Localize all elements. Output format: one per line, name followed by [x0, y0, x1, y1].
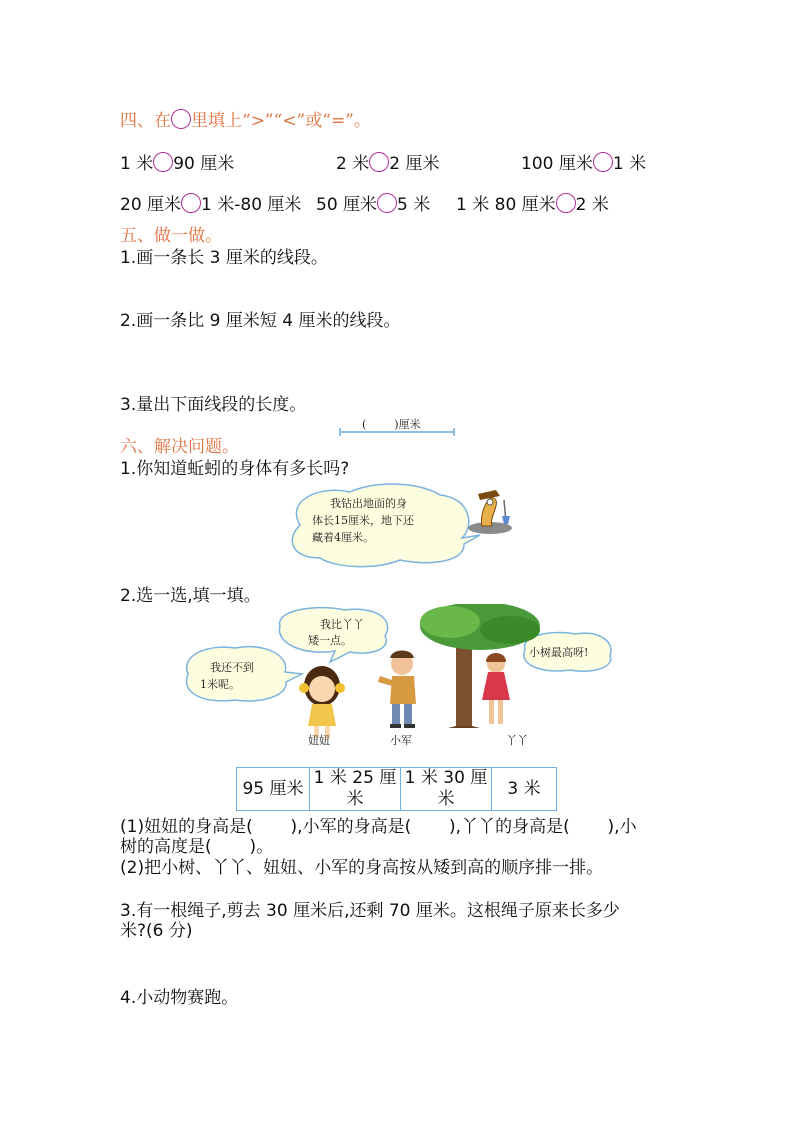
compare-item-5	[316, 190, 430, 215]
question-5-3: 3.量出下面线段的长度。	[120, 395, 307, 415]
label-boy: 小军	[390, 734, 412, 747]
compare-left: 20 厘米	[120, 195, 182, 215]
bubble-line: 1米呢。	[200, 678, 240, 691]
section-6-title: 六、解决问题。	[120, 437, 239, 457]
compare-right: 1 米	[612, 154, 647, 174]
section-4-title	[120, 106, 371, 131]
compare-right: 1 米-80 厘米	[201, 195, 302, 215]
question-5-1: 1.画一条长 3 厘米的线段。	[120, 248, 328, 268]
section-4-title-post: 里填上“>”“<”或“=”。	[191, 111, 371, 131]
question-6-2-1-line1: (1)妞妞的身高是( ),小军的身高是( ),丫丫的身高是( ),小	[120, 817, 637, 837]
paren-open: (	[362, 418, 367, 431]
bubble-line: 矮一点。	[308, 634, 352, 647]
yaya-bubble-text: 小树最高呀!	[529, 646, 589, 659]
circle-icon	[171, 109, 191, 129]
bubble-line: 我还不到	[210, 661, 254, 674]
compare-left: 50 厘米	[316, 195, 378, 215]
compare-right: 2 厘米	[389, 154, 440, 174]
bubble-line: 体长15厘米，地下还	[312, 514, 414, 527]
compare-left: 1 米 80 厘米	[456, 195, 556, 215]
compare-left: 100 厘米	[521, 154, 593, 174]
question-6-4: 4.小动物赛跑。	[120, 988, 239, 1008]
section-4-title-pre: 四、在	[120, 111, 171, 131]
option-cell: 1 米 25 厘米	[310, 768, 401, 811]
compare-right: 90 厘米	[173, 154, 235, 174]
boy-bubble-text	[308, 617, 364, 649]
option-cell: 3 米	[492, 768, 557, 811]
compare-item-4	[120, 190, 301, 215]
section-5-title: 五、做一做。	[120, 226, 222, 246]
girl-bubble-text	[200, 659, 254, 693]
worm-icon	[466, 486, 514, 536]
compare-circle[interactable]	[181, 193, 201, 213]
compare-right: 5 米	[397, 195, 431, 215]
label-yaya: 丫丫	[506, 734, 528, 747]
compare-circle[interactable]	[369, 152, 389, 172]
measure-segment	[336, 426, 460, 438]
worm-bubble-text	[312, 495, 414, 546]
compare-circle[interactable]	[593, 152, 613, 172]
option-cell: 95 厘米	[237, 768, 310, 811]
compare-right: 2 米	[575, 195, 609, 215]
compare-circle[interactable]	[377, 193, 397, 213]
compare-item-2	[336, 149, 439, 174]
compare-circle[interactable]	[153, 152, 173, 172]
compare-left: 1 米	[120, 154, 154, 174]
compare-left: 2 米	[336, 154, 370, 174]
question-6-2: 2.选一选,填一填。	[120, 586, 261, 606]
question-6-3-line1: 3.有一根绳子,剪去 30 厘米后,还剩 70 厘米。这根绳子原来长多少	[120, 901, 620, 921]
bubble-line: 我比丫丫	[320, 618, 364, 631]
question-6-3-line2: 米?(6 分)	[120, 921, 193, 941]
question-6-1: 1.你知道蚯蚓的身体有多长吗?	[120, 459, 350, 479]
label-girl: 妞妞	[308, 734, 330, 747]
question-6-2-2: (2)把小树、丫丫、妞妞、小军的身高按从矮到高的顺序排一排。	[120, 858, 604, 878]
question-6-2-1-line2: 树的高度是( )。	[120, 837, 274, 857]
options-table	[236, 767, 557, 811]
paren-close: )厘米	[394, 418, 421, 431]
compare-circle[interactable]	[556, 193, 576, 213]
bubble-line: 藏着4厘米。	[312, 531, 374, 544]
compare-item-6	[456, 190, 609, 215]
compare-item-1	[120, 149, 234, 174]
bubble-line: 我钻出地面的身	[330, 497, 407, 510]
option-cell: 1 米 30 厘米	[401, 768, 492, 811]
compare-item-3	[521, 149, 646, 174]
question-5-2: 2.画一条比 9 厘米短 4 厘米的线段。	[120, 311, 401, 331]
